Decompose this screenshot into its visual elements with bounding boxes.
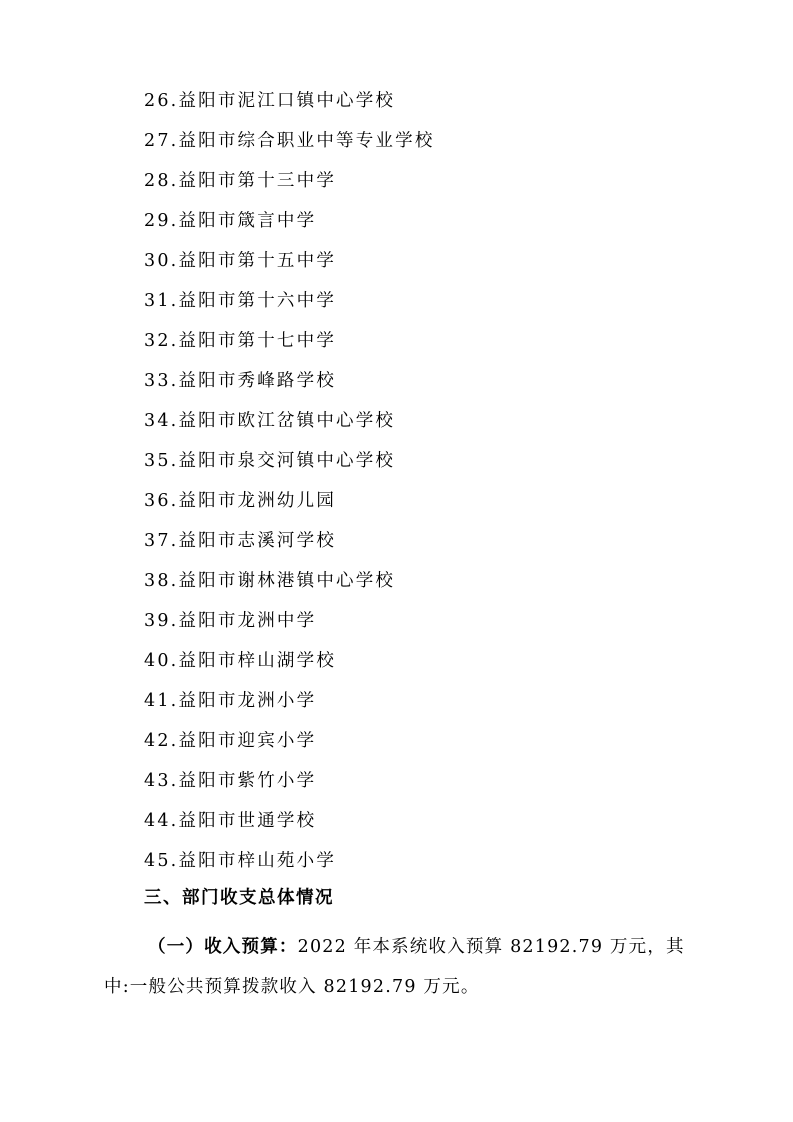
list-item: 31.益阳市第十六中学 — [144, 291, 337, 311]
income-budget-label: （一）收入预算： — [148, 937, 298, 957]
list-item: 42.益阳市迎宾小学 — [144, 731, 317, 751]
list-item: 35.益阳市泉交河镇中心学校 — [144, 451, 396, 471]
list-item: 30.益阳市第十五中学 — [144, 251, 337, 271]
list-item: 34.益阳市欧江岔镇中心学校 — [144, 411, 396, 431]
list-item: 43.益阳市紫竹小学 — [144, 771, 317, 791]
list-item: 45.益阳市梓山苑小学 — [144, 851, 337, 871]
list-item: 39.益阳市龙洲中学 — [144, 611, 317, 631]
income-budget-text: 2022 年本系统收入预算 82192.79 万元，其 — [297, 937, 685, 957]
list-item: 26.益阳市泥江口镇中心学校 — [144, 91, 396, 111]
income-budget-paragraph — [104, 927, 704, 1007]
list-item: 29.益阳市箴言中学 — [144, 211, 317, 231]
school-list — [144, 88, 435, 888]
list-item: 27.益阳市综合职业中等专业学校 — [144, 131, 435, 151]
list-item: 41.益阳市龙洲小学 — [144, 691, 317, 711]
list-item: 36.益阳市龙洲幼儿园 — [144, 491, 337, 511]
list-item: 33.益阳市秀峰路学校 — [144, 371, 337, 391]
list-item: 44.益阳市世通学校 — [144, 811, 317, 831]
list-item: 32.益阳市第十七中学 — [144, 331, 337, 351]
paragraph-line: 中:一般公共预算拨款收入 82192.79 万元。 — [104, 977, 480, 997]
list-item: 37.益阳市志溪河学校 — [144, 531, 337, 551]
list-item: 40.益阳市梓山湖学校 — [144, 651, 337, 671]
list-item: 28.益阳市第十三中学 — [144, 171, 337, 191]
paragraph-line — [104, 927, 704, 967]
section-heading: 三、部门收支总体情况 — [144, 888, 334, 908]
list-item: 38.益阳市谢林港镇中心学校 — [144, 571, 396, 591]
